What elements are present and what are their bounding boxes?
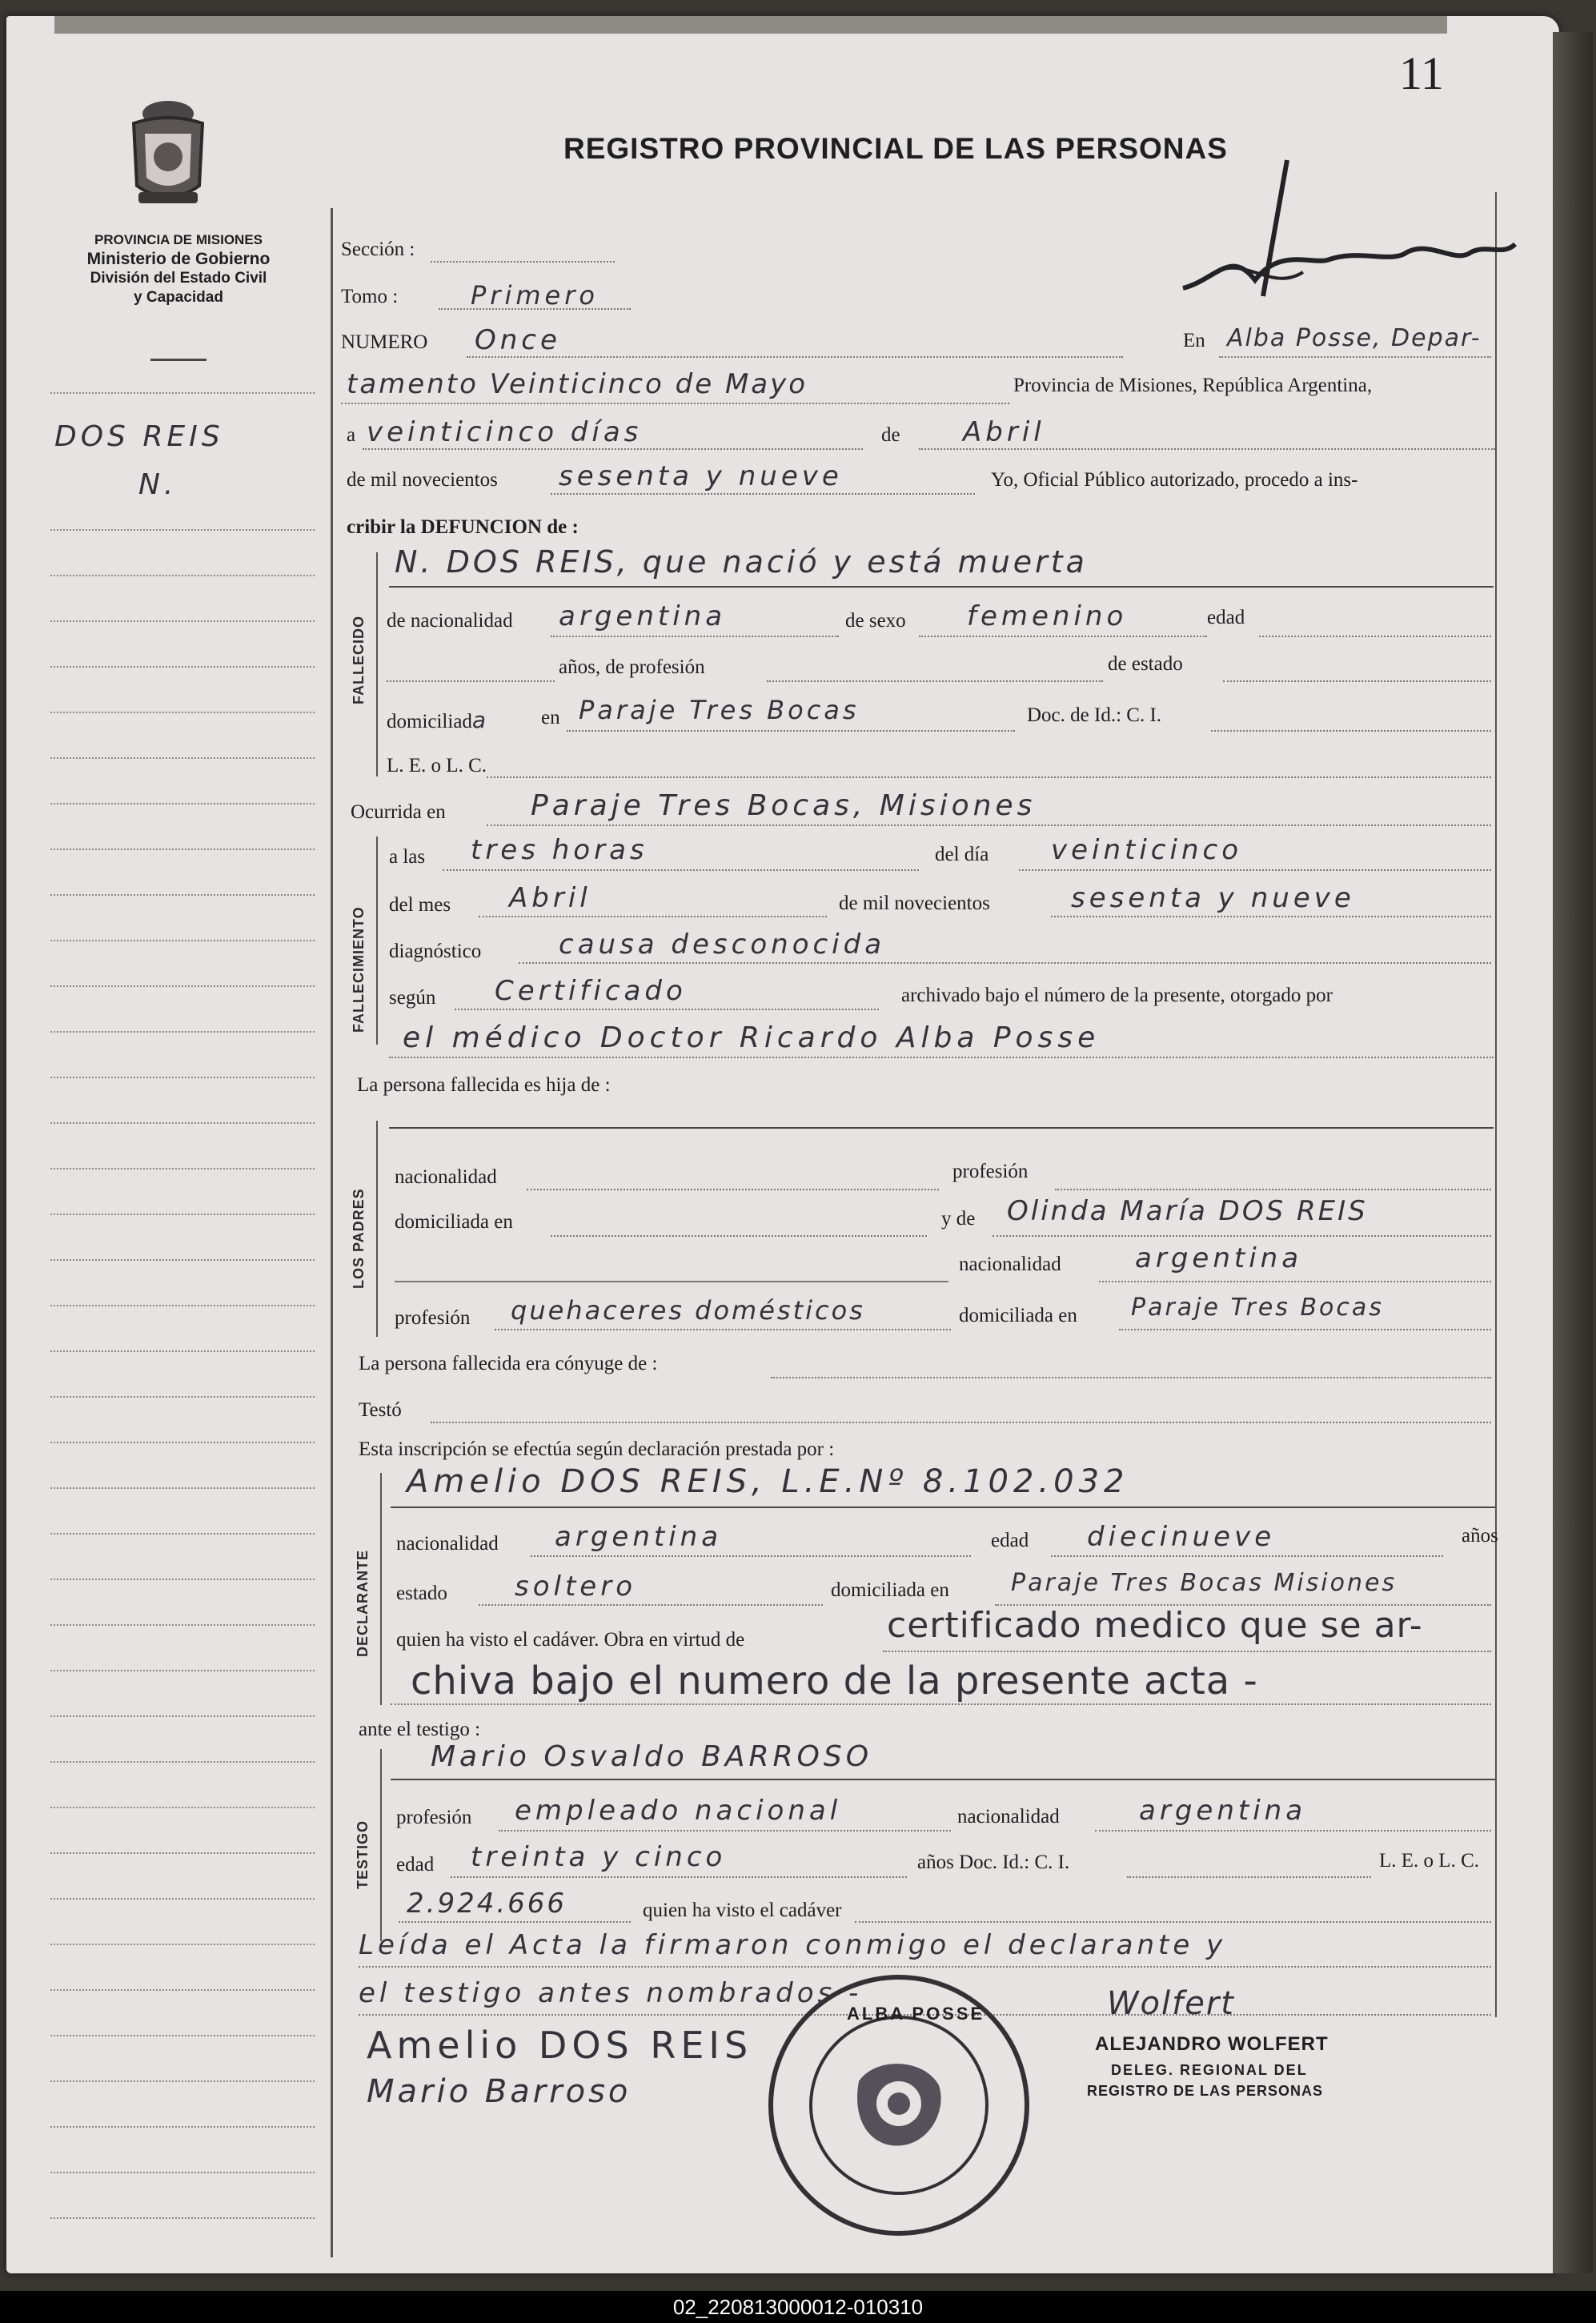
top-edge xyxy=(54,16,1447,34)
ocurrida-value: Paraje Tres Bocas, Misiones xyxy=(531,789,1037,822)
medico-value: el médico Doctor Ricardo Alba Posse xyxy=(403,1021,1101,1054)
margin-line xyxy=(50,1670,315,1671)
certificado-line-2: chiva bajo el numero de la presente acta - xyxy=(411,1659,1258,1703)
testigo-profesion-value: empleado nacional xyxy=(515,1795,842,1827)
margin-line xyxy=(50,803,315,804)
nacionalidad-value: argentina xyxy=(559,600,727,632)
numero-value: Once xyxy=(475,324,561,356)
diagnostico-value: causa desconocida xyxy=(559,929,886,961)
segun-value: Certificado xyxy=(495,975,687,1007)
margin-line xyxy=(50,529,315,531)
mes-value: Abril xyxy=(963,416,1045,448)
madre-nacionalidad-value: argentina xyxy=(1135,1242,1303,1274)
margin-line xyxy=(50,575,315,576)
testigo-doc-value: 2.924.666 xyxy=(407,1888,567,1920)
margin-line xyxy=(50,757,315,759)
stamp-title-2: REGISTRO DE LAS PERSONAS xyxy=(1087,2083,1324,2099)
margin-line xyxy=(50,940,315,941)
dia-fallecimiento-value: veinticinco xyxy=(1051,834,1242,866)
official-signature-icon xyxy=(1167,152,1519,312)
margin-line xyxy=(50,1259,315,1261)
capacity-label: y Capacidad xyxy=(134,289,223,306)
page-number: 11 xyxy=(1399,47,1444,99)
margin-name: N. xyxy=(138,468,178,501)
margin-line xyxy=(50,1168,315,1170)
seal-text: ALBA POSSE xyxy=(847,2004,985,2024)
margin-line xyxy=(50,1807,315,1808)
madre-value: Olinda María DOS REIS xyxy=(1007,1195,1368,1227)
margin-line xyxy=(50,2080,315,2082)
margin-line xyxy=(50,1898,315,1900)
testigo-value: Mario Osvaldo BARROSO xyxy=(431,1740,873,1773)
stamp-name: ALEJANDRO WOLFERT xyxy=(1095,2033,1329,2055)
margin-line xyxy=(50,1944,315,1945)
declarante-estado-value: soltero xyxy=(515,1571,636,1603)
margin-line xyxy=(50,1487,315,1489)
dia-value: veinticinco días xyxy=(367,416,643,448)
margin-line xyxy=(50,1761,315,1763)
margin-line xyxy=(50,894,315,896)
margin-line xyxy=(50,1350,315,1352)
margin-line xyxy=(50,666,315,668)
margin-line xyxy=(50,1579,315,1580)
margin-surname: DOS REIS xyxy=(54,420,224,453)
declarante-domicilio-value: Paraje Tres Bocas Misiones xyxy=(1011,1569,1398,1597)
anio-fallecimiento-value: sesenta y nueve xyxy=(1071,882,1355,914)
margin-line xyxy=(50,392,315,394)
en-value: Alba Posse, Depar- xyxy=(1227,324,1482,352)
margin-line xyxy=(50,1077,315,1078)
margin-line xyxy=(50,1031,315,1033)
testigo-edad-value: treinta y cinco xyxy=(471,1841,727,1873)
declarante-value: Amelio DOS REIS, L.E.Nº 8.102.032 xyxy=(407,1463,1129,1500)
ministry-label: Ministerio de Gobierno xyxy=(86,250,271,268)
hora-value: tres horas xyxy=(471,834,648,866)
mes-fallecimiento-value: Abril xyxy=(509,882,591,914)
testigo-nacionalidad-value: argentina xyxy=(1139,1795,1307,1827)
closing-line-2: el testigo antes nombrados - xyxy=(359,1977,863,2009)
margin-line xyxy=(50,1305,315,1306)
margin-line xyxy=(50,1122,315,1124)
witness-signature: Mario Barroso xyxy=(367,2073,632,2110)
declarant-signature: Amelio DOS REIS xyxy=(367,2024,753,2067)
margin-line xyxy=(50,712,315,713)
margin-line xyxy=(50,1852,315,1854)
image-filename: 02_220813000012-010310 xyxy=(0,2291,1596,2323)
book-edge xyxy=(1553,32,1593,2273)
domicilio-value: Paraje Tres Bocas xyxy=(579,695,860,725)
margin-line xyxy=(50,2217,315,2219)
coat-of-arms-icon xyxy=(122,98,215,210)
province-label: PROVINCIA DE MISIONES xyxy=(94,232,263,247)
stamp-title-1: DELEG. REGIONAL DEL xyxy=(1111,2062,1308,2078)
margin-line xyxy=(50,849,315,850)
anio-value: sesenta y nueve xyxy=(559,460,843,492)
sexo-value: femenino xyxy=(967,600,1128,632)
margin-line xyxy=(50,1624,315,1626)
fallecido-value: N. DOS REIS, que nació y está muerta xyxy=(395,544,1088,580)
margin-line xyxy=(50,1396,315,1398)
margin-line xyxy=(50,1989,315,1991)
document-page: 11 PROVINCIA DE MISIONES Ministerio de Gobierno División del Estado Civil y Capacidad DOS REIS N. REGISTRO PROVINCIAL DE LAS PERSONAS Sección : Tomo : Primero NUMERO Once En Alba Posse, Depar- tamento Veinticinco de Mayo Provincia de Misiones, República Argentina, a veinticinco días de Abril de mil novecientos sesenta y nueve Yo, Oficial Público autorizado, procedo a ins- cribir la DEFUNCION de : FALLECIDO N. DOS REIS, que nació y está muerta de nacionalidad argentina de sexo femenino edad años, de profesión de estado domiciliada en Paraje Tres Bocas Doc. de Id.: C. I. L. E. o L. C. Ocurrida en Paraje Tres Bocas, Misiones FALLECIMIENTO a las tres horas del día veinticinco del mes Abril de mil novecientos sesenta y nueve diagnóstico causa desconocida según Certificado archivado bajo el número de la presente, otorgado por el médico Doctor Ricardo Alba Posse La persona fallecida es hija de : LOS PADRES nacionalidad profesión domiciliada en y de Olinda María DOS REIS nacionalidad argentina profesión quehaceres domésticos domiciliada en Paraje Tres Bocas La persona fallecida era cónyuge de : Testó Esta inscripción se efectúa según declaración prestada por : DECLARANTE Amelio DOS REIS, L.E.Nº 8.102.032 nacionalidad argentina edad diecinueve años estado soltero domiciliada en Paraje Tres Bocas Misiones quien ha visto el cadáver. Obra en virtud de certificado medico que se ar- chiva bajo el numero de la presente acta - ante el testigo : TESTIGO Mario Osvaldo BARROSO profesión empleado nacional nacionalidad argentina edad treinta y cinco años Doc. Id.: C. I. L. E. o L. C. 2.924.666 quien ha visto el cadáver Leída el Acta la firmaron conmigo el declarante y el testigo antes nombrados - Amelio DOS REIS Mario Barroso ALBA POSSE Wolfert ALEJANDRO WOLFERT DELEG. REGIONAL DEL REGISTRO DE LAS PERSONAS xyxy=(6,16,1559,2273)
margin-line xyxy=(50,1442,315,1443)
margin-line xyxy=(50,2172,315,2173)
margin-line xyxy=(50,620,315,622)
madre-profesion-value: quehaceres domésticos xyxy=(511,1295,865,1326)
margin-line xyxy=(50,1214,315,1215)
margin-line xyxy=(50,2035,315,2036)
margin-line xyxy=(50,1533,315,1535)
tomo-value: Primero xyxy=(471,280,599,311)
document-title: REGISTRO PROVINCIAL DE LAS PERSONAS xyxy=(563,132,1228,165)
closing-line-1: Leída el Acta la firmaron conmigo el declarante y xyxy=(359,1929,1227,1961)
declarante-nacionalidad-value: argentina xyxy=(555,1521,723,1553)
stamp-signature: Wolfert xyxy=(1107,1985,1235,2022)
departamento-value: tamento Veinticinco de Mayo xyxy=(347,368,808,400)
margin-line xyxy=(50,2126,315,2128)
certificado-line-1: certificado medico que se ar- xyxy=(887,1605,1423,1646)
division-label: División del Estado Civil xyxy=(90,270,267,287)
madre-domicilio-value: Paraje Tres Bocas xyxy=(1131,1294,1384,1322)
declarante-edad-value: diecinueve xyxy=(1087,1521,1276,1553)
margin-line xyxy=(50,1715,315,1717)
margin-line xyxy=(50,985,315,987)
